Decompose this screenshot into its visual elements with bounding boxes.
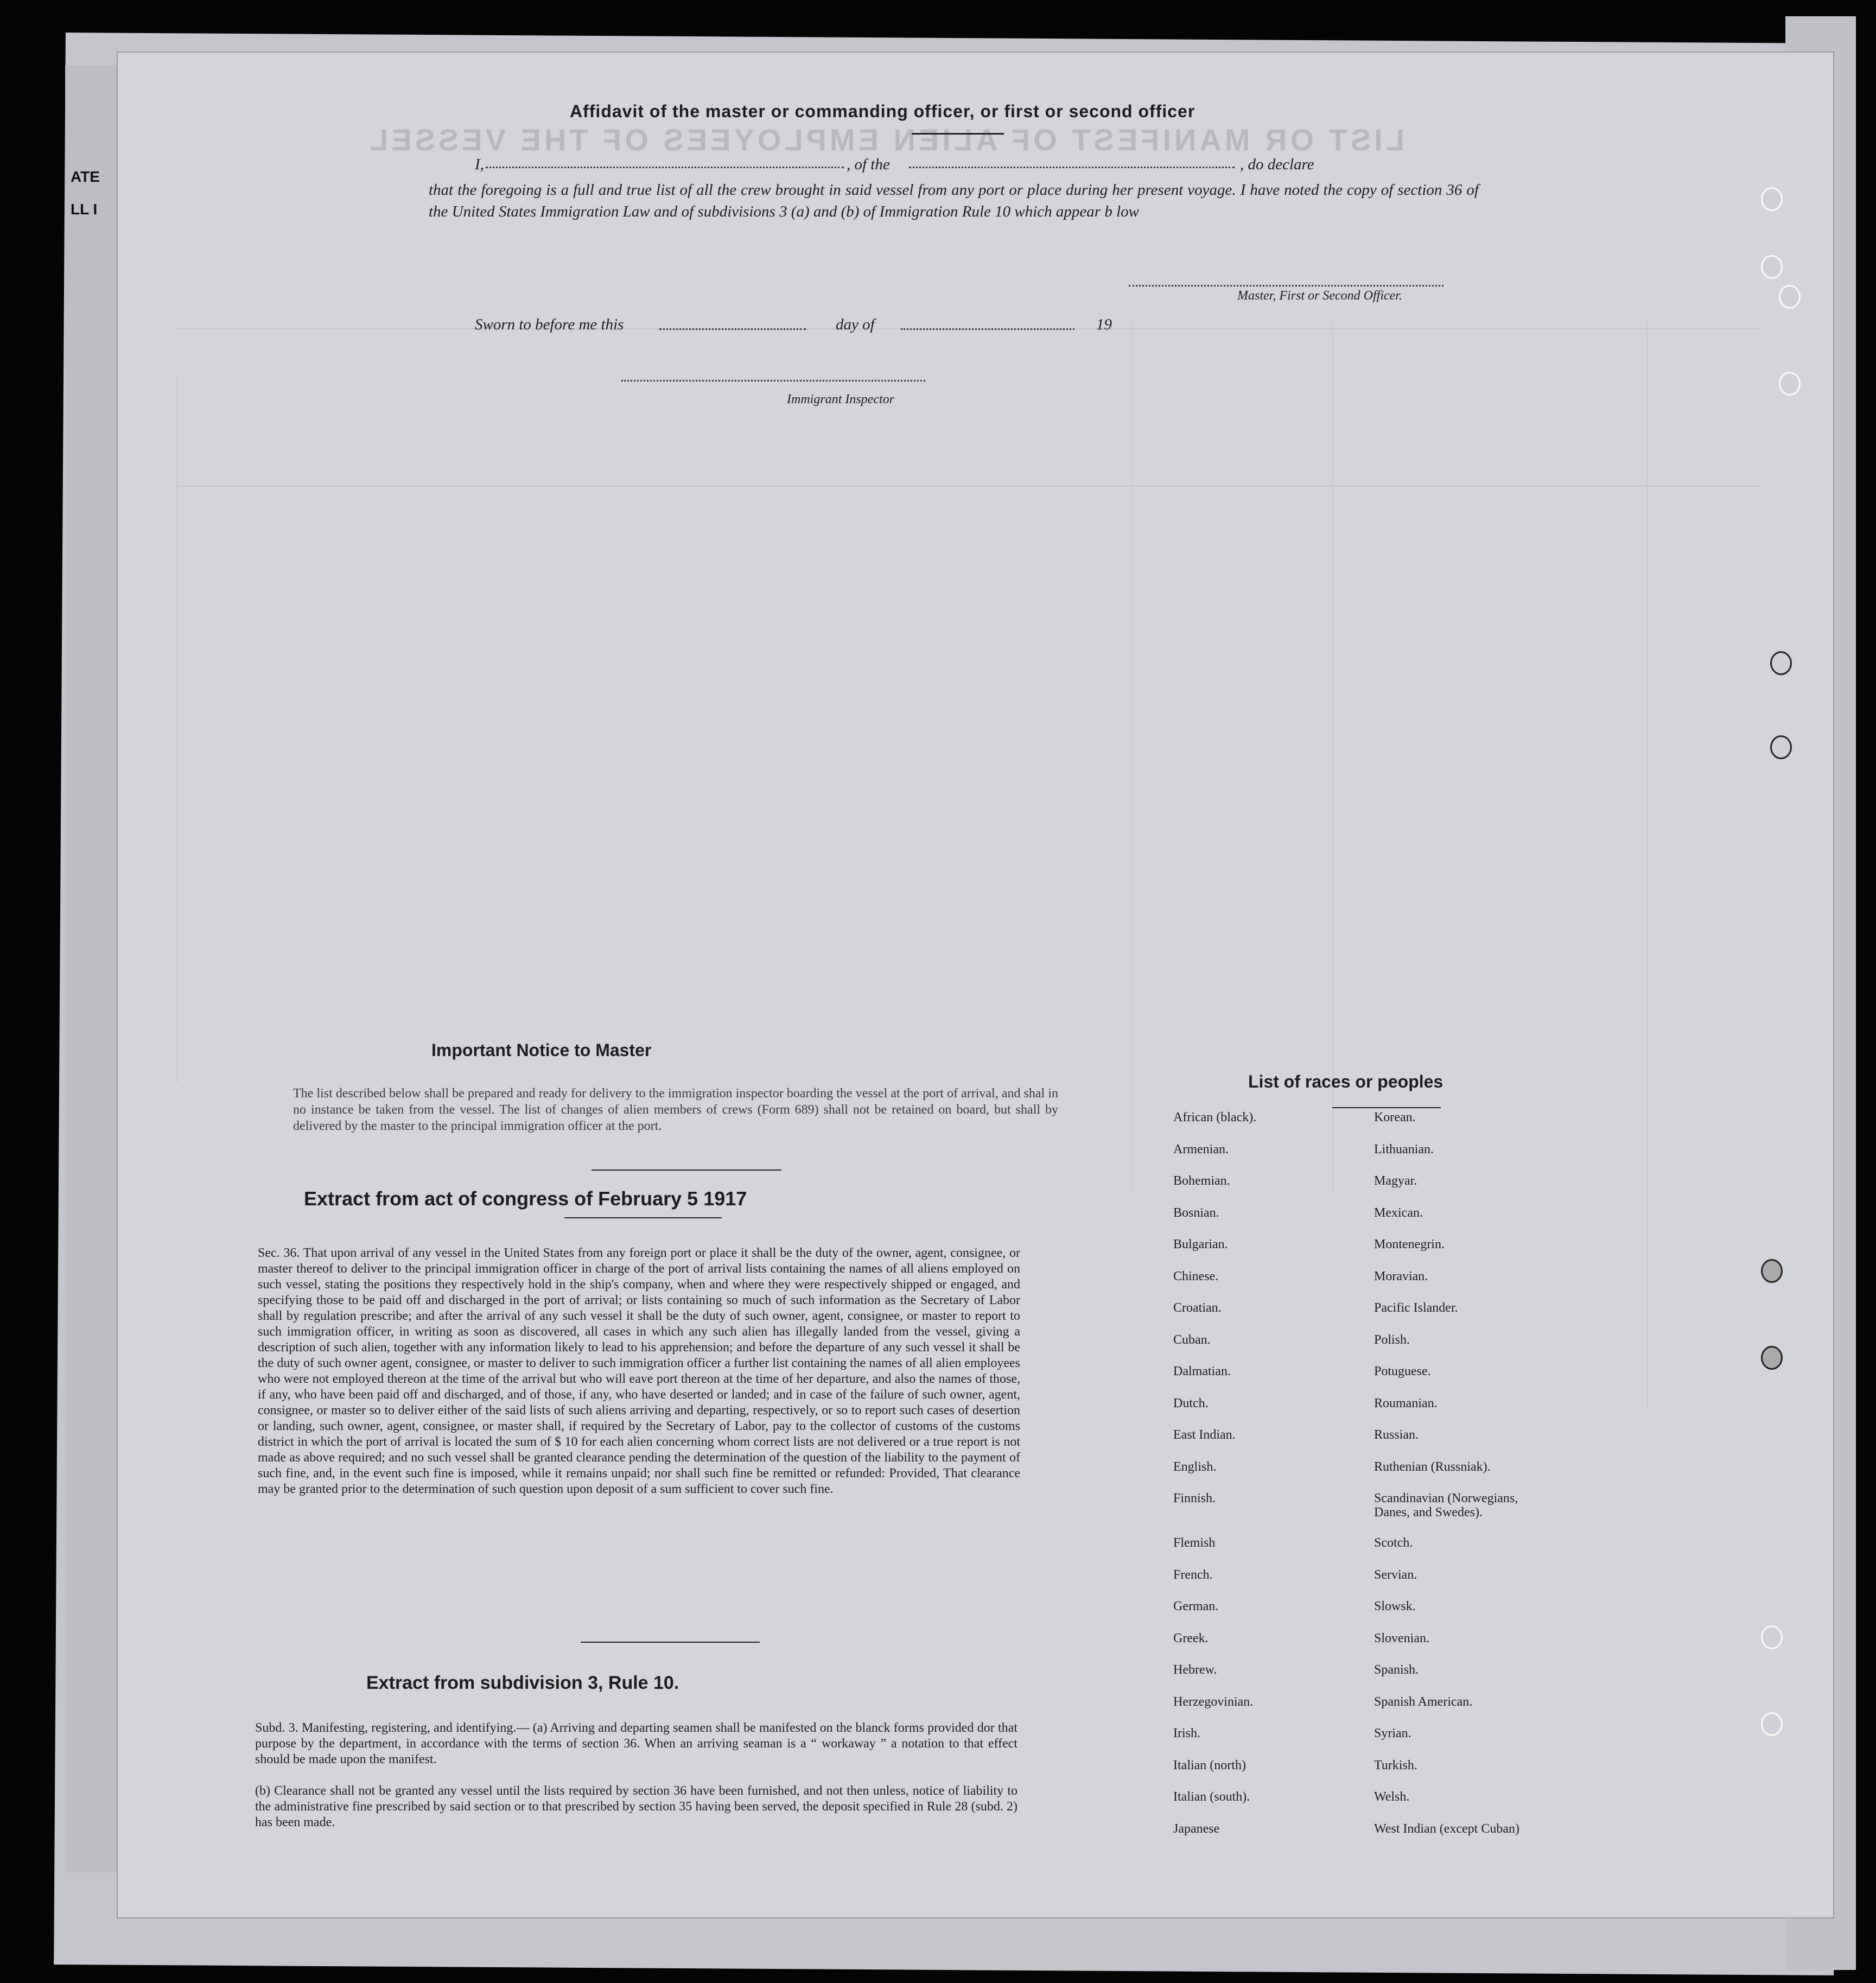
- bleed-line: [1131, 323, 1133, 1191]
- left-edge-text-2: LL I: [71, 201, 98, 218]
- rule-para-b: (b) Clearance shall not be granted any vessel until the lists required by section 36 have been furnished, and not then unless, notice of liability to the administrative fine prescribed by said section or to that prescribed by section 35 having been served, the deposit specified in Rule 28 (subd. 2) has been made.: [255, 1784, 1018, 1829]
- race-item: Potuguese.: [1374, 1364, 1431, 1378]
- race-item: Spanish American.: [1374, 1694, 1473, 1709]
- race-item: Finnish.: [1173, 1491, 1216, 1505]
- left-edge-text-1: ATE: [71, 168, 100, 185]
- race-item: Moravian.: [1374, 1269, 1428, 1283]
- race-item: French.: [1173, 1567, 1213, 1582]
- bleed-line: [1647, 323, 1648, 1408]
- race-item: Croatian.: [1173, 1301, 1222, 1315]
- race-item: African (black).: [1173, 1110, 1257, 1124]
- race-item: German.: [1173, 1599, 1219, 1613]
- race-item: Ruthenian (Russniak).: [1374, 1459, 1491, 1474]
- race-item: Scandinavian (Norwegians, Danes, and Swedes).: [1374, 1491, 1518, 1520]
- affidavit-declare: , do declare: [1240, 156, 1314, 173]
- race-item: Korean.: [1374, 1110, 1416, 1124]
- race-item: Japanese: [1173, 1821, 1220, 1836]
- race-item: Polish.: [1374, 1332, 1410, 1347]
- race-item: Syrian.: [1374, 1726, 1411, 1740]
- rule-para-a: Subd. 3. Manifesting, registering, and identifying.— (a) Arriving and departing seamen shall be manifested on the blanck forms provided dor that purpose by the department, in accordance with the terms of section 36. When an arriving seaman is a “ workaway ” a notation to that effect should be made upon the manifest.: [255, 1721, 1018, 1766]
- binder-hole: [1761, 1625, 1783, 1649]
- binder-hole: [1761, 1259, 1783, 1283]
- binder-hole: [1779, 372, 1801, 396]
- signature-blank[interactable]: [1129, 285, 1443, 287]
- affidavit-i: I,: [475, 156, 484, 173]
- race-item: Servian.: [1374, 1567, 1417, 1582]
- race-item: Herzegovinian.: [1173, 1694, 1254, 1709]
- bleed-line: [176, 377, 177, 1083]
- race-item: Bosnian.: [1173, 1205, 1219, 1220]
- race-item: Dutch.: [1173, 1396, 1209, 1410]
- races-title: List of races or peoples: [1248, 1072, 1443, 1091]
- notice-title: Important Notice to Master: [431, 1040, 652, 1060]
- sworn-year-label: 19: [1096, 316, 1112, 333]
- race-item: Cuban.: [1173, 1332, 1211, 1347]
- binder-hole: [1770, 651, 1792, 675]
- sworn-day-blank[interactable]: [659, 328, 806, 330]
- inspector-signature-blank[interactable]: [621, 380, 925, 382]
- affidavit-title-rule: [912, 133, 1004, 135]
- race-item: East Indian.: [1173, 1428, 1236, 1442]
- act-end-rule: [581, 1642, 760, 1643]
- race-item: Mexican.: [1374, 1205, 1423, 1220]
- race-item: Scotch.: [1374, 1536, 1413, 1550]
- race-item: Welsh.: [1374, 1790, 1410, 1804]
- race-item: Hebrew.: [1173, 1663, 1217, 1677]
- notice-body: The list described below shall be prepared and ready for delivery to the immigration inspector boarding the vessel at the port of arrival, and shal in no instance be taken from the vessel. The list of changes of alien members of crews (Form 689) shall not be retained on board, but shall by delivered by the master to the principal immigration officer at the port.: [293, 1086, 1058, 1133]
- race-item: English.: [1173, 1459, 1217, 1474]
- act-title-rule: [564, 1217, 722, 1218]
- race-item: Spanish.: [1374, 1663, 1419, 1677]
- affidavit-title: Affidavit of the master or commanding officer, or first or second officer: [570, 101, 1195, 121]
- signature-label: Master, First or Second Officer.: [1237, 289, 1402, 303]
- race-item: Roumanian.: [1374, 1396, 1438, 1410]
- race-item: Montenegrin.: [1374, 1237, 1445, 1251]
- race-item: Slowsk.: [1374, 1599, 1416, 1613]
- binder-hole: [1779, 285, 1801, 309]
- binder-hole: [1761, 187, 1783, 211]
- act-body: Sec. 36. That upon arrival of any vessel in the United States from any foreign port or place it shall be the duty of the owner, agent, consignee, or master thereof to deliver to the principal immigration officer in charge of the port of arrival lists containing the names of all aliens employed on such vessel, stating the positions they respectively hold in the ship's company, when and where they were respectively shipped or engaged, and specifying those to be paid off and discharged in the port of arrival; or lists containing so much of such information as the Secretary of Labor shall by regulation prescribe; and after the arrival of any such vessel it shall be the duty of such owner, agent, consignee, or master to report to such immigration officer, in writing as soon as discovered, all cases in which any such alien has illegally landed from the vessel, giving a description of such alien, together with any information likely to lead to his apprehension; and before the departure of any such vessel it shall be the duty of such owner agent, consignee, or master to deliver to such immigration officer a further list containing the names of all alien employees who were not employed thereon at the time of the arrival but who will eave port thereon at the time of her departure, and also the names of those, if any, who have been paid off and discharged, and of those, if any, who have deserted or landed; and in case of the failure of such owner, agent, consignee, or master so to deliver either of the said lists of such aliens arriving and departing, respectively, or so to report such cases of desertion or landing, such owner, agent, consignee, or master shall, if required by the Secretary of Labor, pay to the collector of customs of the customs district in which the port of arrival is located the sum of $ 10 for each alien concerning whom correct lists are not delivered or a true report is not made as above required; and no such vessel shall be granted clearance pending the determination of the question of the liability to the payment of such fine, and, in the event such fine is imposed, while it remains unpaid; nor shall such fine be remitted or refunded: Provided, That clearance may be granted prior to the determination of such question upon deposit of a sum sufficient to cover such fine.: [258, 1246, 1020, 1496]
- race-item: Bohemian.: [1173, 1174, 1230, 1188]
- inspector-label: Immigrant Inspector: [787, 392, 894, 406]
- name-blank[interactable]: [486, 167, 844, 168]
- sworn-label: Sworn to before me this: [475, 316, 624, 333]
- binder-hole: [1770, 735, 1792, 759]
- race-item: Italian (north): [1173, 1758, 1246, 1772]
- affidavit-body: that the foregoing is a full and true list of all the crew brought in said vessel from any port or place during her present voyage. I have noted the copy of section 36 of the United States Immigration Law and of subdivisions 3 (a) and (b) of Immigration Rule 10 which appear b low: [429, 181, 1479, 220]
- bleed-line: [1332, 323, 1333, 1191]
- notice-rule: [592, 1170, 781, 1171]
- race-item: Armenian.: [1173, 1142, 1229, 1156]
- vessel-blank[interactable]: [909, 167, 1235, 168]
- race-item: Italian (south).: [1173, 1790, 1250, 1804]
- race-item: Chinese.: [1173, 1269, 1219, 1283]
- manifest-page: [117, 52, 1834, 1918]
- race-item: Lithuanian.: [1374, 1142, 1434, 1156]
- race-item: Turkish.: [1374, 1758, 1417, 1772]
- race-item: Irish.: [1173, 1726, 1200, 1740]
- act-title: Extract from act of congress of February 5 1917: [304, 1187, 747, 1210]
- race-item: Slovenian.: [1374, 1631, 1429, 1645]
- binder-hole: [1761, 1712, 1783, 1736]
- race-item: Russian.: [1374, 1428, 1419, 1442]
- race-item: West Indian (except Cuban): [1374, 1821, 1519, 1836]
- race-item: Bulgarian.: [1173, 1237, 1228, 1251]
- affidavit-of-the: , of the: [847, 156, 890, 173]
- bleed-line: [176, 486, 1761, 487]
- race-item: Dalmatian.: [1173, 1364, 1231, 1378]
- sworn-month-blank[interactable]: [901, 328, 1074, 330]
- left-page-edge: [65, 65, 125, 1872]
- race-item: Pacific Islander.: [1374, 1301, 1458, 1315]
- binder-hole: [1761, 1346, 1783, 1370]
- race-item: Greek.: [1173, 1631, 1209, 1645]
- sworn-day-label: day of: [836, 316, 875, 333]
- race-item: Magyar.: [1374, 1174, 1417, 1188]
- race-item: Flemish: [1173, 1536, 1216, 1550]
- binder-hole: [1761, 255, 1783, 279]
- races-left-column: [1173, 1102, 1256, 1845]
- races-right-column: [1374, 1102, 1553, 1845]
- rule-title: Extract from subdivision 3, Rule 10.: [366, 1673, 679, 1693]
- bleed-through-text: LIST OR MANIFEST OF ALIEN EMPLOYEES OF THE VESSEL: [366, 123, 1404, 157]
